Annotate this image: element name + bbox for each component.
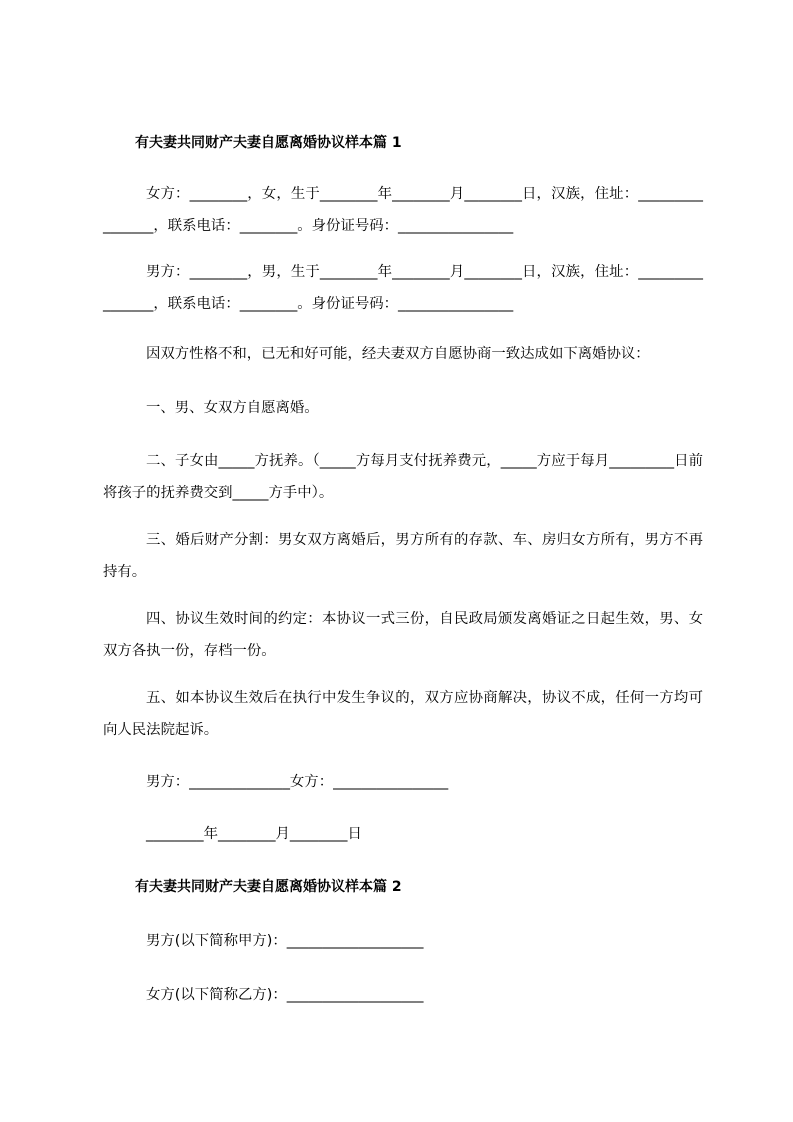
male-party-info: 男方：________，男，生于________年________月________日，汉族，住址：________________，联系电话：________。身份证号码：________________ xyxy=(103,264,703,312)
signature-line: 男方：______________女方：________________ xyxy=(146,774,449,790)
clause-2: 二、子女由_____方抚养。（_____方每月支付抚养费元，_____方应于每月_________日前将孩子的抚养费交到_____方手中）。 xyxy=(103,453,703,501)
clause-4: 四、协议生效时间的约定：本协议一式三份，自民政局颁发离婚证之日起生效，男、女双方各执一份，存档一份。 xyxy=(103,611,703,659)
section-2-title: 有夫妻共同财产夫妻自愿离婚协议样本篇 2 xyxy=(135,879,402,895)
section-1-title: 有夫妻共同财产夫妻自愿离婚协议样本篇 1 xyxy=(135,135,402,151)
agreement-intro: 因双方性格不和，已无和好可能，经夫妻双方自愿协商一致达成如下离婚协议： xyxy=(146,346,650,362)
clause-3: 三、婚后财产分割：男女双方离婚后，男方所有的存款、车、房归女方所有，男方不再持有。 xyxy=(103,532,703,580)
clause-1: 一、男、女双方自愿离婚。 xyxy=(146,400,319,416)
date-line: ________年________月________日 xyxy=(146,826,362,842)
party-b-line: 女方(以下简称乙方)：___________________ xyxy=(146,987,424,1003)
party-a-line: 男方(以下简称甲方)：___________________ xyxy=(146,933,424,949)
clause-5: 五、如本协议生效后在执行中发生争议的，双方应协商解决，协议不成，任何一方均可向人民法院起诉。 xyxy=(103,690,703,738)
female-party-info: 女方：________，女，生于________年________月________日，汉族，住址：________________，联系电话：________。身份证号码：________________ xyxy=(103,186,703,234)
